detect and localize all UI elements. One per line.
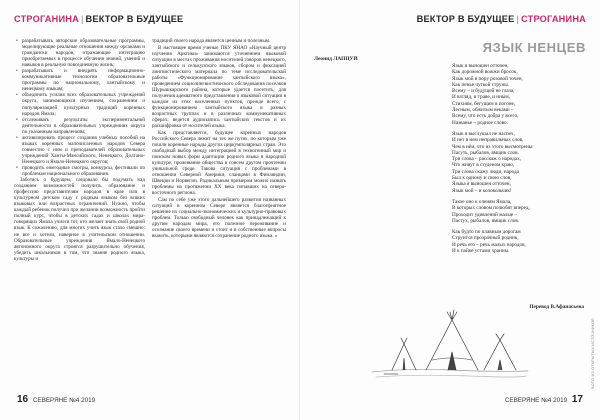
poem-line: И речь его – речь малых народов, xyxy=(452,241,526,248)
body-paragraph: В настоящее время ученые ПКУ ЯНАО «Научный центр изучения Арктики» занимаются уточнением языковой ситуации в местах проживания носителей говоров ненецкого, хантыйского и селькупского языков, сбором и фиксацией лингвистического материала по теме исследовательской работы «Функционирование хантыйского языка», проведением социолингвистического обследования поселков Шурышкарского района, которые удается посетить, для получения адекватного представления о языковой ситуации в каждом из этих населенных пунктов, прежде всего, с функционированием хантыйского языка в разных возрастных группах и в различных коммуникативных сферах; ведется аудиозапись хантыйских текстов и их расшифровка от носителей языка. xyxy=(152,44,286,130)
poem-stanza xyxy=(452,131,588,194)
body-paragraph: Заботясь о будущем, следовало бы подумать над созданием возможностей получить образование и профессию представителям народов в крае или в культурном детском саду с родным языком без всяких языковых или возрастных ограничений. Нужно, чтобы каждый ребенок получил при желании возможность пройти полный курс, чтобы в детских садах и школах мира-говорящих Ямала учился тот, кто желает знать свой родной язык. К сожалению, для многих учить язык стало смешно: не все и хотели, наверное в учительском отношении. Образовательные учреждения Ямало-Ненецкого автономного округа строятся разрушительно обучения, убедить школьников в том, что знание родного языка, культуры и xyxy=(14,177,145,262)
page-number: 17 xyxy=(571,394,583,405)
body-paragraph: Как представляется, будущее коренных народов Российского Севера лежит на тех же путях, по которым уже пошли коренные народы других циркумполярных стран. Это свободный выбор между интеграцией в техногенный мир и поиском новых форм адаптации родного языка в народной культуре, проживание общества в совсем другом прочтении уникальной среде. Такова ситуация с проблемами в отношении Северной Америки, сланцами в Финляндии, Швеции и Норвегии. Радикальным примером можно назвать проблемы на протяжении XX века попавших на северо-восточного региона. xyxy=(152,129,286,197)
poem-line: Названье – родное слово. xyxy=(452,119,508,126)
poem-line: Язык мой в пору розовой точен, xyxy=(452,75,523,82)
tundra-chum-illustration xyxy=(370,300,530,384)
rubric-title: ВЕКТОР В БУДУЩЕЕ xyxy=(85,14,184,24)
poem-title: ЯЗЫК НЕНЦЕВ xyxy=(482,40,586,55)
poem-line: Всему – и будущей не глаза, xyxy=(452,88,515,95)
rubric-title: ВЕКТОР В БУДУЩЕЕ xyxy=(416,14,515,24)
right-page xyxy=(300,0,600,420)
left-column-1 xyxy=(14,38,145,376)
poem-line: Чем в нём, что из этого высмотрены: xyxy=(452,143,534,150)
poem-line: Язык я выслушал не наспех, xyxy=(452,130,515,137)
poem-line: Такое оно к оленям Ямала, xyxy=(452,198,512,205)
section-label: СТРОГАНИНА xyxy=(14,14,79,24)
right-page-header: ВЕКТОР В БУДУЩЕЕ | СТРОГАНИНА xyxy=(416,14,586,24)
poem-line: Языка я выношен отточен, xyxy=(452,181,511,188)
poem-line: Язык мой – и колокольчик! xyxy=(452,187,512,194)
page-number: 16 xyxy=(17,394,29,405)
poem-line: Три слова скажу люди, народа xyxy=(452,168,519,175)
author-name: Леонид ЛАПЦУЙ xyxy=(314,56,358,62)
author-column xyxy=(314,56,430,256)
poem-line: Как будто по плавным дорогам xyxy=(452,229,521,236)
body-paragraph: Сам по себе уже этого дальнейшего развития названных ситуаций в коренном Севере является благоприятное решение их социально-экономических и культурно-правовых проблем. Только свободный человек как принадлежащий к другим народам мира, его полезное переживание и осознание своего времени и стоит и в собственные вопросы выжить, которыми являются сохранение родного языка. » xyxy=(152,197,286,240)
poem-stanza xyxy=(452,199,588,224)
poem-line: И к пайке устами храним. xyxy=(452,248,510,255)
poem-line: И взгляд, и траве, и иным, xyxy=(452,94,510,101)
list-item: • активизировать процесс создания учебных пособий на языках коренных малочисленных народов Севера совместно с ним и преподавателей образовательных учреждений Ханты-Мансийского, Ненецкого, Долгано-Ненецкого и Ямало-Ненецкого округов; xyxy=(22,135,145,165)
left-page-footer xyxy=(14,394,95,405)
list-item: • объединить усилия всех образовательных учреждений округа, занимающихся изучением, сохранением и популяризацией культурных традиций коренных народов Ямала; xyxy=(22,92,145,116)
poem-line: Пасуть, рыбалов, ямщик слов. xyxy=(452,149,519,156)
poem-line: Что живут в студеном краю, xyxy=(452,162,515,169)
magazine-issue: СЕВЕРЯНЕ №4 2019 xyxy=(32,397,96,404)
photo-credit: ФОТО ИЗ ОТКРЫТЫХ ИСТОЧНИКОВ xyxy=(591,318,595,390)
poem-line: Струится прозрачный родник, xyxy=(452,235,519,242)
poem-line: Как дорожной вожжи бросок, xyxy=(452,69,518,76)
poem-stanza xyxy=(452,63,588,126)
poem-line: Проходит удивлений малые – xyxy=(452,211,518,218)
poem-line: Был к одному и свою слов, xyxy=(452,175,512,182)
poem-line: Три слова – расскаж о народах, xyxy=(452,156,521,163)
poem-line: И нет в нем неправильных слов, xyxy=(452,137,524,144)
poem-line: Язык я выношен отточен, xyxy=(452,63,509,69)
section-label: СТРОГАНИНА xyxy=(521,14,586,24)
right-page-footer xyxy=(505,394,586,405)
poem-line: В которых словом полюбят вперед, xyxy=(452,205,530,212)
poem-line: Лесным, обжитым веками – xyxy=(452,107,514,114)
poem xyxy=(452,63,588,259)
poem-line: Стихиям, бегущим в погоне, xyxy=(452,100,516,107)
translator-credit: Перевод В.Афанасьева xyxy=(529,304,584,310)
magazine-issue: СЕВЕРЯНЕ №4 2019 xyxy=(504,397,568,404)
poem-line: Как пенье чуткой струны. xyxy=(452,81,510,88)
list-item: • проводить ежегодные смотры, конкурсы, фестивали по проблемам национального образования. xyxy=(22,165,145,177)
poem-line: Всему, что есть добра у всего, xyxy=(452,113,519,120)
body-paragraph: традиций своего народа является ценным и полезным. xyxy=(152,38,271,44)
list-item: • разрабатывать авторские образовательные программы, моделирующие реальные отношения между органами и граждански народов, отражающие интеграцию приобретаемых в процессе обучения знаний, умений и навыков в реальную повседневную жизнь; xyxy=(22,38,145,68)
bullet-list xyxy=(14,38,145,177)
list-item: • отслеживать результаты экспериментальной деятельности в образовательных учреждениях округа по указанным направлениям; xyxy=(22,117,145,135)
poem-stanza xyxy=(452,229,588,254)
left-page-header: СТРОГАНИНА | ВЕКТОР В БУДУЩЕЕ xyxy=(14,14,184,24)
poem-line: Пастух, рыбалов, ямщик слов. xyxy=(452,217,520,224)
left-column-2 xyxy=(152,38,286,376)
list-item: • разрабатывать и внедрять информационно-коммуникативные технологии образовательные программы по национальному, хантыйскому и ненецкому языкам; xyxy=(22,68,145,92)
